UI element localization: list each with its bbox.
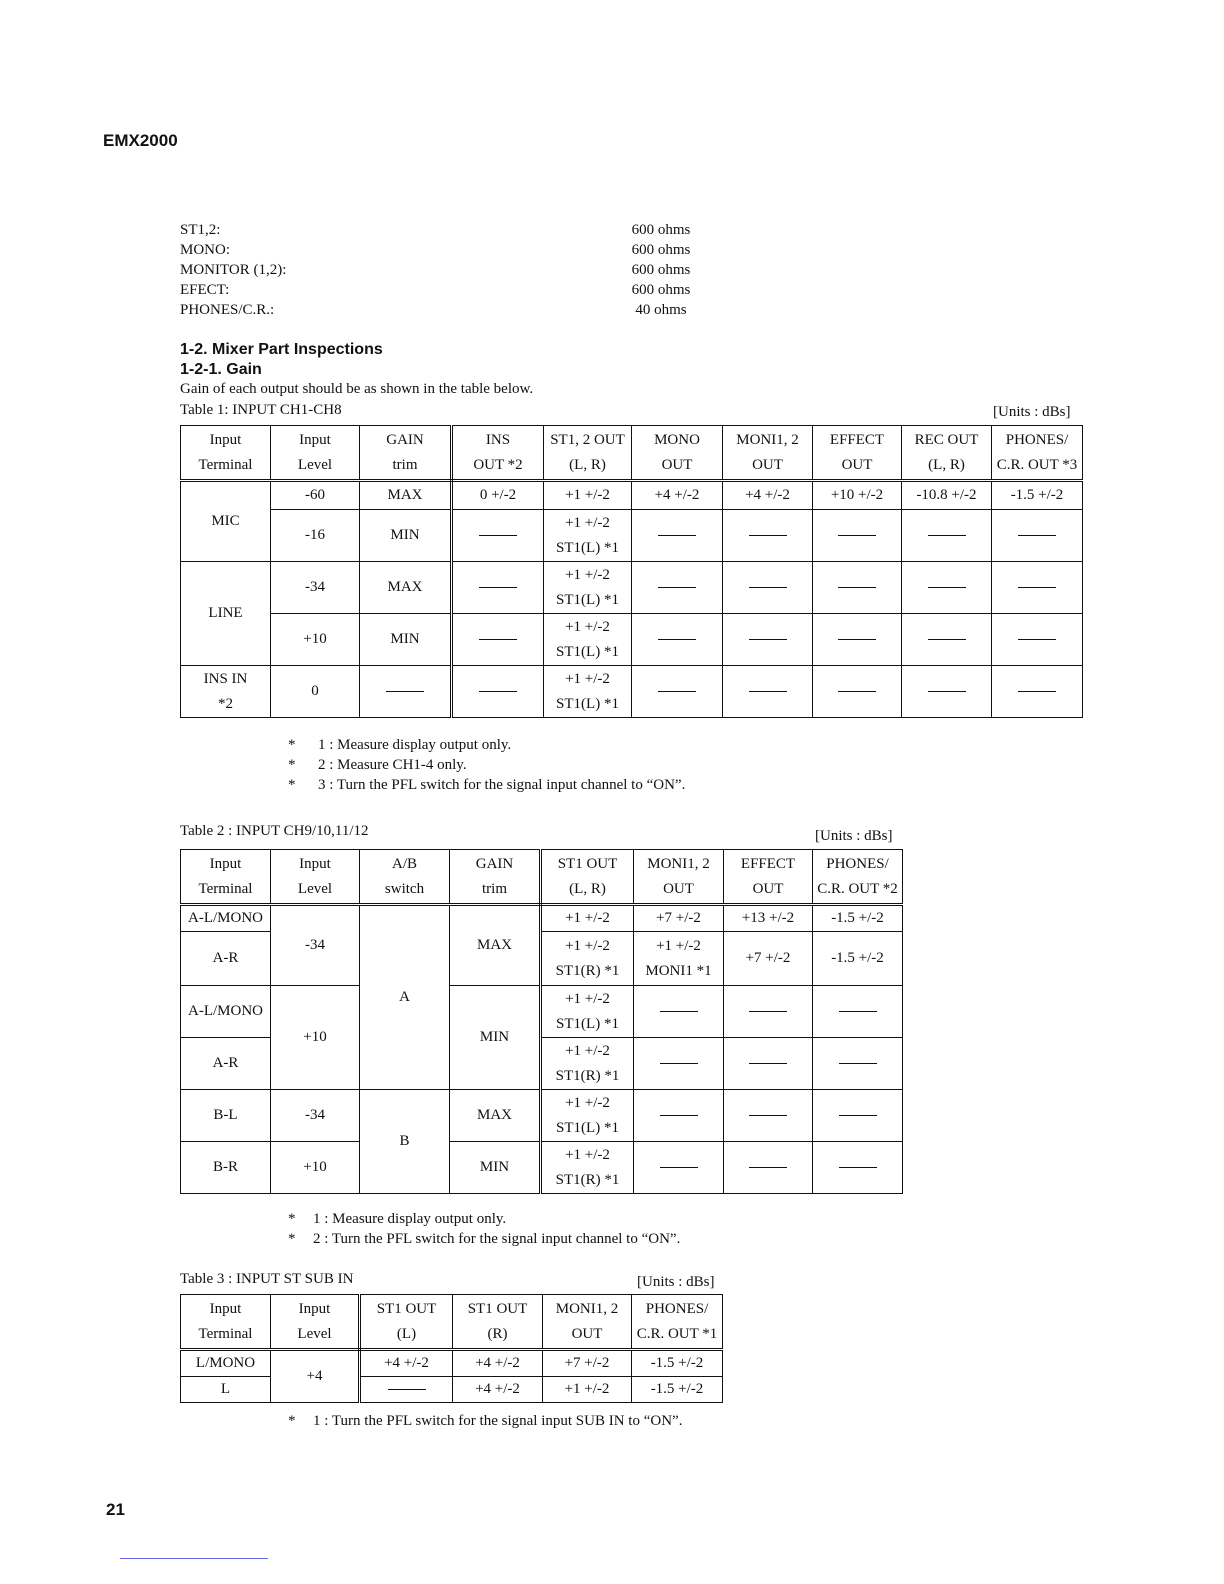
header-cell: GAIN trim <box>360 426 452 481</box>
table3-caption: Table 3 : INPUT ST SUB IN <box>180 1271 354 1287</box>
table-row <box>181 986 903 1038</box>
header-cell: ST1 OUT (R) <box>453 1295 543 1350</box>
empty-cell <box>902 614 992 666</box>
value-cell: +1 +/-2 <box>543 1377 632 1403</box>
terminal-cell: A-R <box>181 1038 271 1090</box>
value-cell: +4 +/-2 <box>723 481 813 510</box>
empty-cell <box>632 510 723 562</box>
table-header-row <box>181 426 1083 481</box>
empty-cell <box>992 614 1083 666</box>
empty-cell <box>634 1090 724 1142</box>
empty-cell <box>902 666 992 718</box>
impedance-value: 600 ohms <box>631 282 691 298</box>
terminal-cell: B-L <box>181 1090 271 1142</box>
table-row <box>181 905 903 932</box>
empty-cell <box>360 666 452 718</box>
level-cell: -60 <box>271 481 360 510</box>
level-cell: +10 <box>271 614 360 666</box>
gain-cell: MIN <box>450 986 541 1090</box>
terminal-cell: A-L/MONO <box>181 905 271 932</box>
table-row <box>181 1090 903 1142</box>
header-cell: PHONES/ C.R. OUT *2 <box>813 850 903 905</box>
empty-cell <box>813 1038 903 1090</box>
bottom-rule <box>120 1558 268 1559</box>
table-row <box>181 481 1083 510</box>
header-cell: ST1, 2 OUT (L, R) <box>544 426 632 481</box>
table3 <box>180 1294 723 1403</box>
empty-cell <box>452 614 544 666</box>
header-cell: MONO OUT <box>632 426 723 481</box>
value-cell: -1.5 +/-2 <box>632 1350 723 1377</box>
header-cell: REC OUT (L, R) <box>902 426 992 481</box>
table2-units: [Units : dBs] <box>815 828 893 844</box>
empty-cell <box>634 1142 724 1194</box>
empty-cell <box>634 986 724 1038</box>
level-cell: -34 <box>271 562 360 614</box>
value-cell: +4 +/-2 <box>632 481 723 510</box>
terminal-cell: INS IN *2 <box>181 666 271 718</box>
empty-cell <box>724 986 813 1038</box>
gain-cell: MAX <box>450 1090 541 1142</box>
header-cell: ST1 OUT (L) <box>360 1295 453 1350</box>
terminal-cell: A-L/MONO <box>181 986 271 1038</box>
empty-cell <box>992 562 1083 614</box>
header-cell: EFFECT OUT <box>813 426 902 481</box>
terminal-cell: A-R <box>181 932 271 986</box>
value-cell: +1 +/-2 <box>544 481 632 510</box>
table-row <box>181 562 1083 614</box>
table1-caption: Table 1: INPUT CH1-CH8 <box>180 402 342 418</box>
header-cell: GAIN trim <box>450 850 541 905</box>
table-header-row <box>181 850 903 905</box>
impedance-label: MONITOR (1,2): <box>180 262 287 278</box>
empty-cell <box>724 1038 813 1090</box>
empty-cell <box>723 614 813 666</box>
empty-cell <box>902 510 992 562</box>
terminal-cell: L/MONO <box>181 1350 271 1377</box>
table-row <box>181 1377 723 1403</box>
impedance-row <box>180 242 700 262</box>
empty-cell <box>632 562 723 614</box>
empty-cell <box>813 986 903 1038</box>
value-cell: -1.5 +/-2 <box>992 481 1083 510</box>
header-cell: PHONES/ C.R. OUT *3 <box>992 426 1083 481</box>
value-cell: +7 +/-2 <box>724 932 813 986</box>
header-cell: A/B switch <box>360 850 450 905</box>
st-cell: +1 +/-2 ST1(L) *1 <box>541 986 634 1038</box>
empty-cell <box>723 666 813 718</box>
header-cell: MONI1, 2 OUT <box>543 1295 632 1350</box>
impedance-label: MONO: <box>180 242 231 258</box>
level-cell: -16 <box>271 510 360 562</box>
header-cell: Input Level <box>271 426 360 481</box>
header-cell: PHONES/ C.R. OUT *1 <box>632 1295 723 1350</box>
value-cell: +7 +/-2 <box>543 1350 632 1377</box>
value-cell: +4 +/-2 <box>360 1350 453 1377</box>
header-cell: INS OUT *2 <box>452 426 544 481</box>
header-cell: EFFECT OUT <box>724 850 813 905</box>
level-cell: -34 <box>271 905 360 986</box>
st-cell: +1 +/-2 ST1(L) *1 <box>544 614 632 666</box>
st-cell: +1 +/-2 ST1(L) *1 <box>544 666 632 718</box>
value-cell: +13 +/-2 <box>724 905 813 932</box>
empty-cell <box>724 1142 813 1194</box>
table-header-row <box>181 1295 723 1350</box>
gain-cell: MIN <box>360 614 452 666</box>
impedance-value: 600 ohms <box>631 262 691 278</box>
st-cell: +1 +/-2 ST1(R) *1 <box>541 1142 634 1194</box>
terminal-cell: MIC <box>181 481 271 562</box>
header-cell: Input Terminal <box>181 1295 271 1350</box>
model-name: EMX2000 <box>103 131 178 150</box>
empty-cell <box>813 1090 903 1142</box>
table-row <box>181 666 1083 718</box>
intro-text: Gain of each output should be as shown in the table below. <box>180 381 534 397</box>
header-cell: MONI1, 2 OUT <box>723 426 813 481</box>
empty-cell <box>452 562 544 614</box>
empty-cell <box>813 614 902 666</box>
empty-cell <box>813 510 902 562</box>
impedance-row <box>180 302 700 322</box>
table-row <box>181 1142 903 1194</box>
switch-cell: B <box>360 1090 450 1194</box>
st-cell: +1 +/-2 ST1(L) *1 <box>544 510 632 562</box>
gain-cell: MAX <box>450 905 541 986</box>
table-row <box>181 614 1083 666</box>
empty-cell <box>902 562 992 614</box>
impedance-label: ST1,2: <box>180 222 221 238</box>
impedance-label: PHONES/C.R.: <box>180 302 275 318</box>
empty-cell <box>634 1038 724 1090</box>
gain-cell: MIN <box>450 1142 541 1194</box>
empty-cell <box>723 562 813 614</box>
empty-cell <box>723 510 813 562</box>
page-number: 21 <box>106 1500 125 1519</box>
level-cell: -34 <box>271 1090 360 1142</box>
impedance-value: 40 ohms <box>635 302 687 318</box>
empty-cell <box>452 510 544 562</box>
value-cell: -1.5 +/-2 <box>813 932 903 986</box>
empty-cell <box>360 1377 453 1403</box>
value-cell: -10.8 +/-2 <box>902 481 992 510</box>
section-heading: 1-2. Mixer Part Inspections <box>180 341 383 358</box>
table-row <box>181 1350 723 1377</box>
level-cell: +10 <box>271 986 360 1090</box>
empty-cell <box>813 562 902 614</box>
value-cell: -1.5 +/-2 <box>813 905 903 932</box>
level-cell: 0 <box>271 666 360 718</box>
terminal-cell: L <box>181 1377 271 1403</box>
table2-caption: Table 2 : INPUT CH9/10,11/12 <box>180 823 369 839</box>
table3-units: [Units : dBs] <box>637 1274 715 1290</box>
st-cell: +1 +/-2 ST1(L) *1 <box>541 1090 634 1142</box>
switch-cell: A <box>360 905 450 1090</box>
value-cell: -1.5 +/-2 <box>632 1377 723 1403</box>
impedance-value: 600 ohms <box>631 222 691 238</box>
header-cell: Input Terminal <box>181 850 271 905</box>
empty-cell <box>452 666 544 718</box>
st-cell: +1 +/-2 ST1(L) *1 <box>544 562 632 614</box>
header-cell: MONI1, 2 OUT <box>634 850 724 905</box>
st-cell: +1 +/-2 ST1(R) *1 <box>541 932 634 986</box>
header-cell: Input Level <box>271 1295 360 1350</box>
empty-cell <box>724 1090 813 1142</box>
terminal-cell: B-R <box>181 1142 271 1194</box>
subsection-heading: 1-2-1. Gain <box>180 361 262 378</box>
empty-cell <box>813 666 902 718</box>
impedance-row <box>180 282 700 302</box>
table1 <box>180 425 1083 718</box>
empty-cell <box>813 1142 903 1194</box>
impedance-value: 600 ohms <box>631 242 691 258</box>
empty-cell <box>992 510 1083 562</box>
value-cell: +4 +/-2 <box>453 1377 543 1403</box>
value-cell: +1 +/-2 <box>541 905 634 932</box>
value-cell: 0 +/-2 <box>452 481 544 510</box>
terminal-cell: LINE <box>181 562 271 666</box>
moni-cell: +1 +/-2 MONI1 *1 <box>634 932 724 986</box>
header-cell: Input Terminal <box>181 426 271 481</box>
value-cell: +10 +/-2 <box>813 481 902 510</box>
level-cell: +10 <box>271 1142 360 1194</box>
value-cell: +7 +/-2 <box>634 905 724 932</box>
level-cell: +4 <box>271 1350 360 1403</box>
table2 <box>180 849 903 1194</box>
gain-cell: MAX <box>360 481 452 510</box>
value-cell: +4 +/-2 <box>453 1350 543 1377</box>
table1-units: [Units : dBs] <box>993 404 1071 420</box>
empty-cell <box>992 666 1083 718</box>
impedance-row <box>180 262 700 282</box>
empty-cell <box>632 666 723 718</box>
empty-cell <box>632 614 723 666</box>
gain-cell: MIN <box>360 510 452 562</box>
impedance-row <box>180 222 700 242</box>
header-cell: Input Level <box>271 850 360 905</box>
st-cell: +1 +/-2 ST1(R) *1 <box>541 1038 634 1090</box>
header-cell: ST1 OUT (L, R) <box>541 850 634 905</box>
gain-cell: MAX <box>360 562 452 614</box>
table-row <box>181 510 1083 562</box>
impedance-label: EFECT: <box>180 282 230 298</box>
